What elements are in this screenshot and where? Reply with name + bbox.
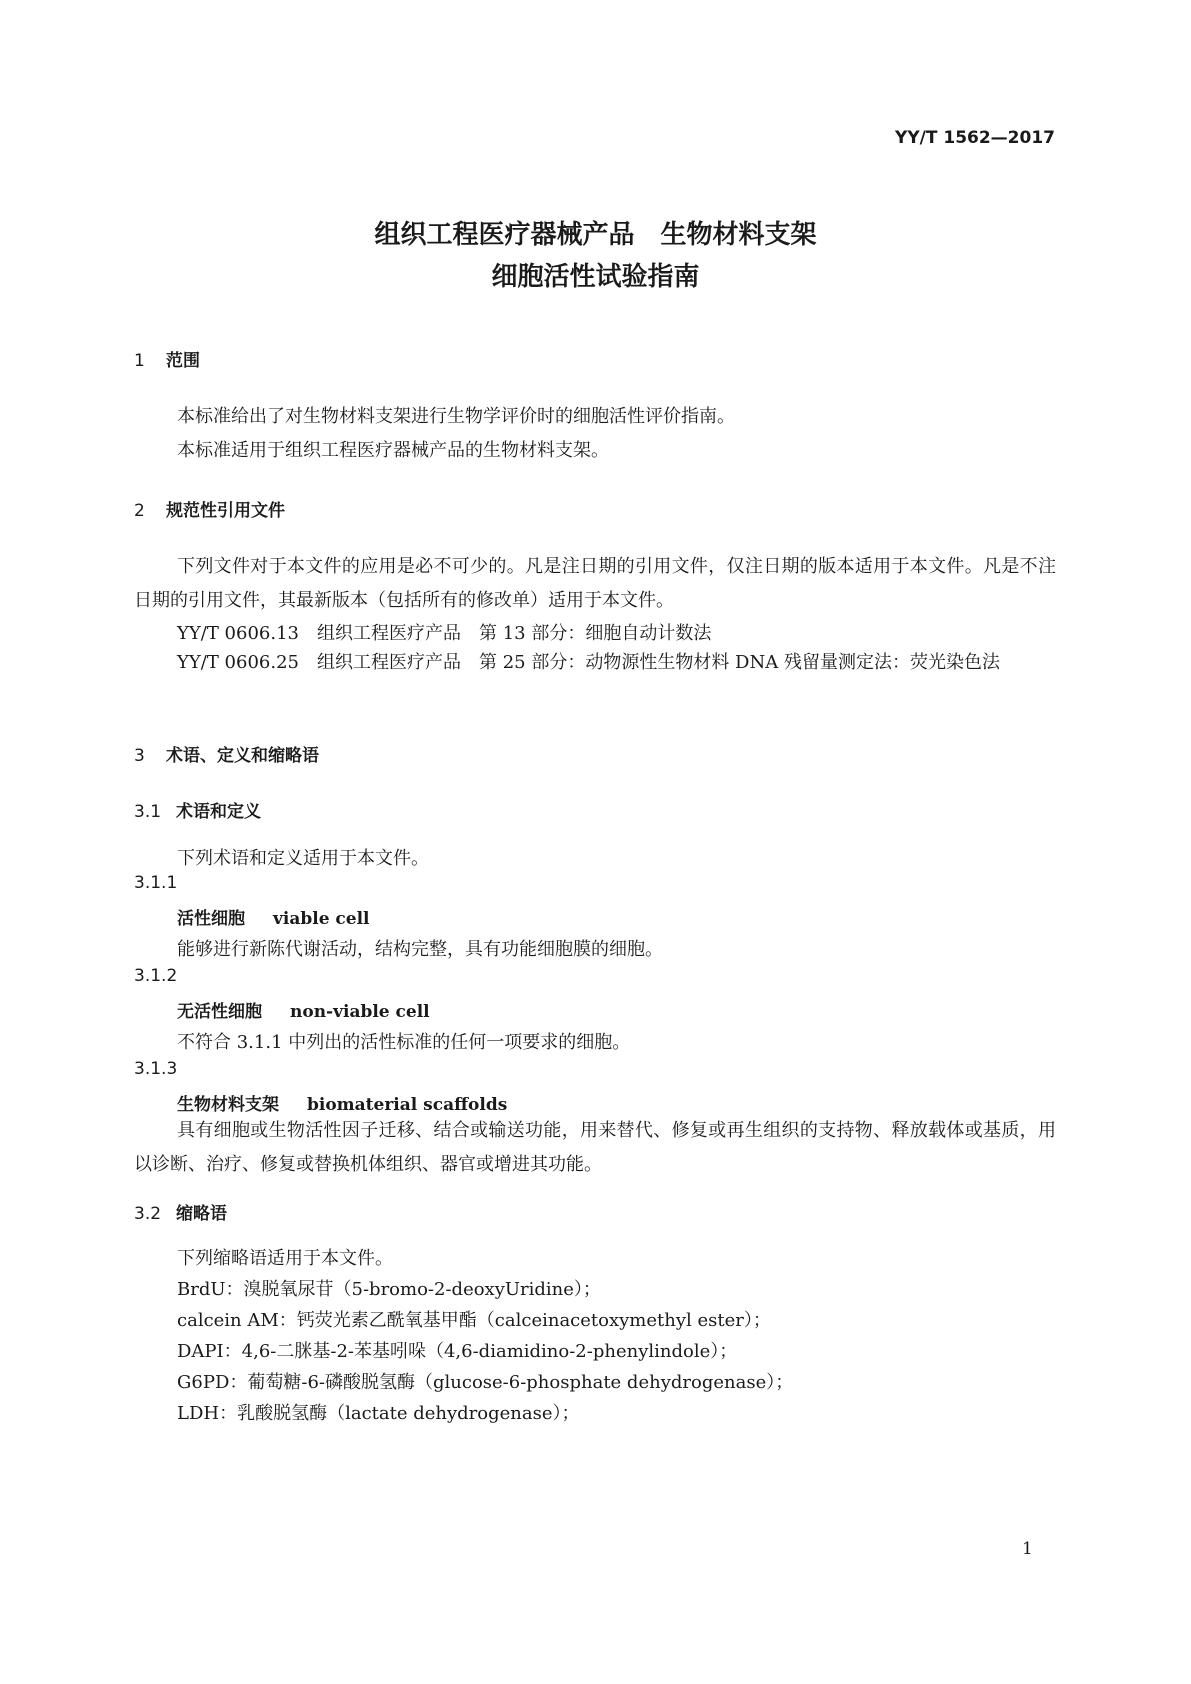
page-number: 1: [1022, 1539, 1033, 1559]
term-entry: [177, 997, 430, 1022]
term-chinese: 活性细胞: [177, 909, 245, 929]
term-entry: [177, 1090, 507, 1115]
abbreviation-item: G6PD：葡萄糖-6-磷酸脱氢酶（glucose-6-phosphate dehydrogenase）；: [177, 1372, 794, 1393]
abbreviation-item: calcein AM：钙荧光素乙酰氧基甲酯（calceinacetoxymethyl ester）；: [177, 1310, 771, 1331]
term-number: 3.1.2: [134, 966, 178, 986]
term-definition: 具有细胞或生物活性因子迁移、结合或输送功能，用来替代、修复或再生组织的支持物、释放载体或基质，用以诊断、治疗、修复或替换机体组织、器官或增进其功能。: [134, 1120, 1056, 1175]
section-title: 术语、定义和缩略语: [166, 746, 319, 766]
section-2-heading: [134, 496, 285, 521]
term-definition: 能够进行新陈代谢活动，结构完整，具有功能细胞膜的细胞。: [177, 939, 663, 960]
standard-code: YY/T 1562—2017: [895, 128, 1055, 148]
section-3-heading: [134, 741, 319, 766]
subsection-title: 术语和定义: [176, 802, 261, 822]
normative-reference: YY/T 0606.13 组织工程医疗产品 第 13 部分：细胞自动计数法: [177, 623, 712, 644]
subsection-number: 3.2: [134, 1204, 162, 1224]
term-english: biomaterial scaffolds: [307, 1095, 508, 1115]
paragraph: 本标准适用于组织工程医疗器械产品的生物材料支架。: [177, 440, 609, 461]
abbreviation-item: LDH：乳酸脱氢酶（lactate dehydrogenase）；: [177, 1403, 580, 1424]
term-number: 3.1.1: [134, 873, 178, 893]
abbreviation-item: BrdU：溴脱氧尿苷（5-bromo-2-deoxyUridine）；: [177, 1279, 601, 1300]
document-title-line2: 细胞活性试验指南: [491, 262, 700, 292]
paragraph: 本标准给出了对生物材料支架进行生物学评价时的细胞活性评价指南。: [177, 406, 735, 427]
section-title: 规范性引用文件: [166, 501, 285, 521]
term-chinese: 生物材料支架: [177, 1095, 279, 1115]
section-title: 范围: [166, 351, 200, 371]
paragraph: 下列文件对于本文件的应用是必不可少的。凡是注日期的引用文件，仅注日期的版本适用于本文件。凡是不注日期的引用文件，其最新版本（包括所有的修改单）适用于本文件。: [134, 556, 1056, 611]
subsection-title: 缩略语: [176, 1204, 227, 1224]
subsection-3-2-heading: [134, 1199, 227, 1224]
subsection-number: 3.1: [134, 802, 162, 822]
term-number: 3.1.3: [134, 1059, 178, 1079]
section-number: 2: [134, 501, 145, 521]
section-1-heading: [134, 346, 200, 371]
paragraph: 下列缩略语适用于本文件。: [177, 1248, 393, 1269]
subsection-3-1-heading: [134, 797, 261, 822]
term-english: viable cell: [273, 909, 370, 929]
document-title-line1: 组织工程医疗器械产品 生物材料支架: [374, 220, 817, 250]
section-number: 1: [134, 351, 145, 371]
normative-reference: YY/T 0606.25 组织工程医疗产品 第 25 部分：动物源性生物材料 DNA 残留量测定法：荧光染色法: [177, 652, 1000, 673]
paragraph: 下列术语和定义适用于本文件。: [177, 848, 429, 869]
term-english: non-viable cell: [290, 1002, 430, 1022]
term-chinese: 无活性细胞: [177, 1002, 262, 1022]
section-number: 3: [134, 746, 145, 766]
term-entry: [177, 904, 370, 929]
abbreviation-item: DAPI：4,6-二脒基-2-苯基吲哚（4,6-diamidino-2-phenylindole）；: [177, 1341, 738, 1362]
term-definition: 不符合 3.1.1 中列出的活性标准的任何一项要求的细胞。: [177, 1032, 631, 1053]
